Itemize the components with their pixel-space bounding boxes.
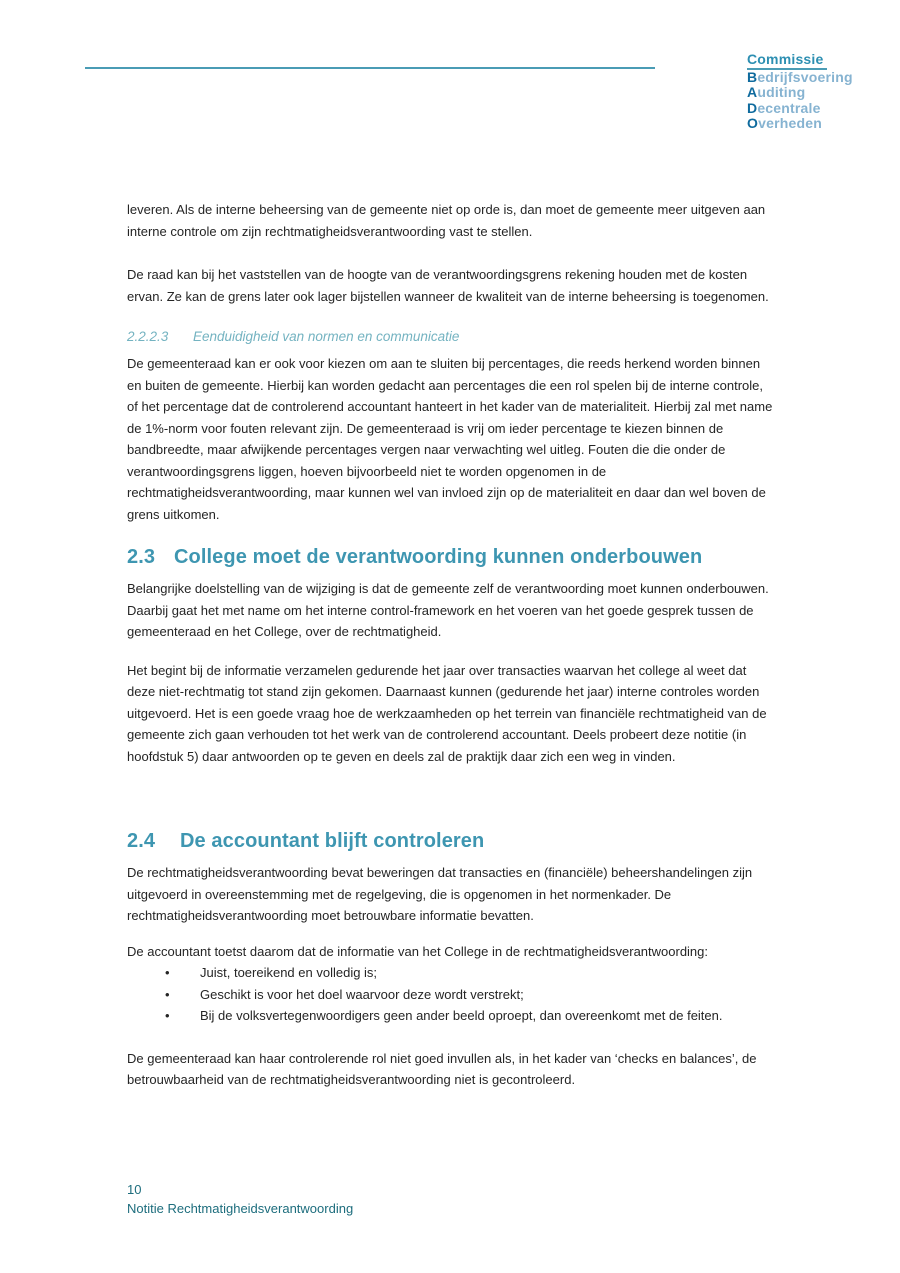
heading-title: De accountant blijft controleren	[180, 830, 485, 852]
bado-logo	[747, 52, 853, 132]
heading-number: 2.3	[127, 546, 156, 568]
logo-initial-a: A	[747, 84, 758, 100]
toets-criteria-list	[127, 962, 773, 1027]
logo-line-overheden	[747, 116, 853, 132]
logo-initial-b: B	[747, 68, 758, 85]
heading-2-2-2-3	[127, 328, 773, 346]
logo-line-auditing	[747, 85, 853, 101]
header-divider	[85, 67, 655, 69]
paragraph-beweringen: De rechtmatigheidsverantwoording bevat beweringen dat transacties en (financiële) beheershandelingen zijn uitgevoerd in overeenstemming met de regelgeving, die is opgenomen in het normenkader. De rechtmatigheidsverantwoording moet betrouwbare informatie bevatten.	[127, 865, 753, 923]
paragraph-accountant-toetst: De accountant toetst daarom dat de informatie van het College in de rechtmatigheidsverantwoording:	[127, 943, 709, 959]
heading-2-4	[127, 828, 773, 854]
paragraph-checks-en-balances: De gemeenteraad kan haar controlerende rol niet goed invullen als, in het kader van ‘checks en balances’, de betrouwbaarheid van de rechtmatigheidsverantwoording niet is gecontroleerd.	[127, 1050, 757, 1087]
logo-initial-o: O	[747, 115, 759, 131]
logo-rest-bedrijfsvoering: edrijfsvoering	[757, 68, 853, 85]
paragraph-raad-verantwoordingsgrens: De raad kan bij het vaststellen van de hoogte van de verantwoordingsgrens rekening houden met de kosten ervan. Ze kan de grens later ook lager bijstellen wanneer de kwaliteit van de interne beheersing is toegenomen.	[127, 267, 769, 304]
paragraph-percentages: De gemeenteraad kan er ook voor kiezen om aan te sluiten bij percentages, die reeds herkend worden binnen en buiten de gemeente. Hierbij kan worden gedacht aan percentages die een rol spelen bij de interne controle, of het percentage dat de controlerend accountant hanteert in het kader van de materialiteit. Hierbij zal met name de 1%-norm voor fouten relevant zijn. De gemeenteraad is vrij om ieder percentage te kiezen binnen de bandbreedte, maar afwijkende percentages vergen naar verwachting wel uitleg. Fouten die die onder de verantwoordingsgrens liggen, hoeven bijvoorbeeld niet te worden opgenomen in de rechtmatigheidsverantwoording, maar kunnen wel van invloed zijn op de materialiteit en daar dan wel boven de grens uitkomen.	[127, 356, 773, 522]
document-body	[127, 199, 773, 1091]
logo-line-decentrale	[747, 101, 853, 117]
heading-title: College moet de verantwoording kunnen onderbouwen	[174, 546, 703, 568]
footer-doc-title: Notitie Rechtmatigheidsverantwoording	[127, 1200, 354, 1216]
logo-commissie-text: Commissie	[747, 52, 827, 70]
heading-number: 2.4	[127, 830, 156, 852]
paragraph-informatie-verzamelen: Het begint bij de informatie verzamelen gedurende het jaar over transacties waarvan het college al weet dat deze niet-rechtmatig tot stand zijn gekomen. Daarnaast kunnen (gedurende het jaar) interne controles worden uitgevoerd. Het is een goede vraag hoe de werkzaamheden op het terrein van financiële rechtmatigheid van de gemeente zich gaan verhouden tot het werk van de controlerend accountant. Deels probeert deze notitie (in hoofdstuk 5) daar antwoorden op te geven en deels zal de praktijk daar zich een weg in vinden.	[127, 662, 767, 764]
list-item: • Juist, toereikend en volledig is;	[127, 962, 773, 984]
page-number: 10	[127, 1182, 142, 1197]
page-footer	[127, 1181, 353, 1218]
heading-title: Eenduidigheid van normen en communicatie	[193, 329, 460, 344]
heading-2-3	[127, 544, 773, 570]
logo-rest-overheden: verheden	[758, 115, 822, 131]
heading-number: 2.2.2.3	[127, 329, 169, 344]
paragraph-leveren: leveren. Als de interne beheersing van de gemeente niet op orde is, dan moet de gemeente meer uitgeven aan interne controle om zijn rechtmatigheidsverantwoording vast te stellen.	[127, 202, 766, 239]
logo-line-commissie	[747, 52, 853, 70]
list-item: • Geschikt is voor het doel waarvoor deze wordt verstrekt;	[127, 984, 773, 1006]
logo-initial-d: D	[747, 99, 758, 116]
logo-rest-auditing: uditing	[757, 84, 806, 100]
logo-rest-decentrale: ecentrale	[757, 99, 821, 116]
paragraph-doelstelling: Belangrijke doelstelling van de wijziging is dat de gemeente zelf de verantwoording moet kunnen onderbouwen. Daarbij gaat het met name om het interne control-framework en het voeren van het goede gesprek tussen de gemeenteraad en het College, over de rechtmatigheid.	[127, 581, 769, 639]
list-item: • Bij de volksvertegenwoordigers geen ander beeld oproept, dan overeenkomt met de feiten.	[127, 1005, 773, 1027]
logo-line-bedrijfsvoering	[747, 70, 853, 86]
